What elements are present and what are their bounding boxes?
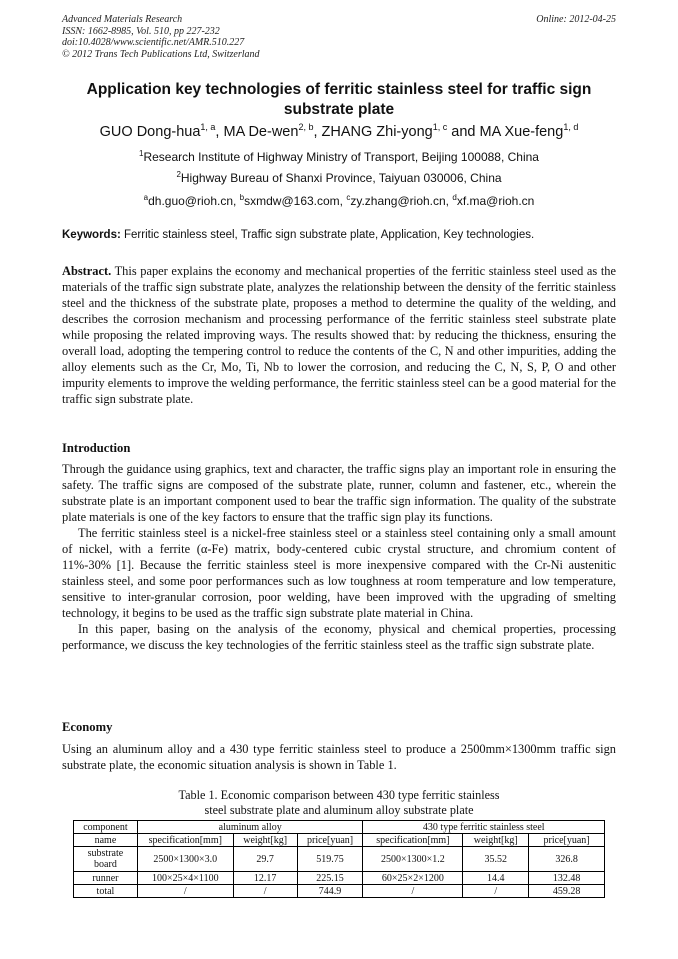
table-header-cell: weight[kg] <box>233 834 297 847</box>
author-affiliation-mark: 1, c <box>432 122 448 133</box>
table-header-cell: specification[mm] <box>137 834 233 847</box>
table-cell: / <box>363 885 463 898</box>
table-cell: 225.15 <box>297 872 363 885</box>
table-cell: 14.4 <box>463 872 529 885</box>
table-header-cell: weight[kg] <box>463 834 529 847</box>
issn-line: ISSN: 1662-8985, Vol. 510, pp 227-232 <box>62 25 220 37</box>
email-link[interactable]: dh.guo@rioh.cn, <box>148 194 240 208</box>
paragraph: In this paper, basing on the analysis of the economy, physical and chemical properties, processing performance, we discuss the key technologies of the ferritic stainless steel as the traffic sign substrate plate. <box>62 622 616 652</box>
paper-title <box>62 80 616 120</box>
table-cell: 12.17 <box>233 872 297 885</box>
table-cell: substrate board <box>74 847 138 872</box>
keywords <box>62 228 616 242</box>
author-list <box>62 122 616 142</box>
economy-body <box>62 741 616 773</box>
email-mark: d <box>452 193 457 202</box>
email-link[interactable]: zy.zhang@rioh.cn, <box>350 194 453 208</box>
table-cell: 519.75 <box>297 847 363 872</box>
affiliation-mark: 1 <box>139 149 144 158</box>
table-row <box>74 885 605 898</box>
copyright-line: © 2012 Trans Tech Publications Ltd, Switzerland <box>62 48 260 60</box>
online-date: Online: 2012-04-25 <box>536 14 616 25</box>
table-header-cell: name <box>74 834 138 847</box>
affiliation-1 <box>62 150 616 164</box>
affiliation-text: Research Institute of Highway Ministry of Transport, Beijing 100088, China <box>143 150 539 164</box>
author-name: GUO Dong-hua <box>99 124 201 140</box>
table-header-cell: price[yuan] <box>297 834 363 847</box>
abstract-label: Abstract. <box>62 264 112 278</box>
table-cell: 35.52 <box>463 847 529 872</box>
table-header-cell: price[yuan] <box>529 834 605 847</box>
introduction-body <box>62 461 616 653</box>
email-mark: a <box>143 193 149 202</box>
table-cell: 132.48 <box>529 872 605 885</box>
abstract <box>62 263 616 407</box>
title-line-2: substrate plate <box>283 101 395 118</box>
table-caption-line-1: Table 1. Economic comparison between 430 type ferritic stainless <box>178 788 500 802</box>
table-cell: / <box>233 885 297 898</box>
affiliation-mark: 2 <box>176 170 181 179</box>
author-affiliation-mark: 2, b <box>298 122 314 133</box>
journal-name: Advanced Materials Research <box>62 14 183 25</box>
email-list <box>62 194 616 208</box>
table-cell: 326.8 <box>529 847 605 872</box>
doi-line: doi:10.4028/www.scientific.net/AMR.510.227 <box>62 37 245 48</box>
economic-comparison-table <box>73 820 605 898</box>
journal-header <box>62 14 616 60</box>
author-name: ZHANG Zhi-yong <box>321 124 433 140</box>
keywords-label: Keywords: <box>62 229 121 241</box>
table-cell: 60×25×2×1200 <box>363 872 463 885</box>
paragraph: The ferritic stainless steel is a nickel-free stainless steel or a stainless steel containing only a small amount of nickel, with a ferrite (α-Fe) matrix, body-centered cubic crystal structure, and chromium content of 11%-30% [1]. Because the ferritic stainless steel is more inexpensive compared with the Cr-Ni austenitic stainless steel, and some poor performances such as low toughness at room temperature and low temperature, sensitive to inter-granular corrosion, poor welding, have been improved with the upgrading of smelting technology, it begins to be used as the traffic sign substrate plate material in China. <box>62 526 616 620</box>
affiliation-text: Highway Bureau of Shanxi Province, Taiyuan 030006, China <box>180 171 502 185</box>
table-row <box>74 872 605 885</box>
title-line-1: Application key technologies of ferritic stainless steel for traffic sign <box>86 81 592 98</box>
table-cell: runner <box>74 872 138 885</box>
introduction-heading: Introduction <box>62 441 131 455</box>
economy-heading: Economy <box>62 720 113 734</box>
table-group-header: 430 type ferritic stainless steel <box>363 821 605 834</box>
table-group-header: aluminum alloy <box>137 821 363 834</box>
table-subheader-row <box>74 834 605 847</box>
table-caption-line-2: steel substrate plate and aluminum alloy substrate plate <box>204 802 474 817</box>
author-separator: , <box>215 124 224 140</box>
author-separator: and <box>447 124 480 140</box>
paragraph: Through the guidance using graphics, text and character, the traffic signs play an important role in ensuring the safety. The traffic signs are composed of the substrate plate, runner, column and fastener, etc., wherein the substrate plate is an important component used to bear the traffic sign information. The quality of the substrate plate materials is one of the key factors to ensure that the traffic sign play its functions. <box>62 462 616 524</box>
table-header-cell: specification[mm] <box>363 834 463 847</box>
email-mark: c <box>346 193 351 202</box>
table-header-row <box>74 821 605 834</box>
author-name: MA De-wen <box>223 124 299 140</box>
table-cell: 459.28 <box>529 885 605 898</box>
table-cell: 744.9 <box>297 885 363 898</box>
email-mark: b <box>239 193 245 202</box>
keywords-text: Ferritic stainless steel, Traffic sign substrate plate, Application, Key technologies. <box>124 229 535 241</box>
email-link[interactable]: sxmdw@163.com, <box>244 194 347 208</box>
table-cell: 2500×1300×3.0 <box>137 847 233 872</box>
affiliation-2 <box>62 171 616 185</box>
abstract-text: This paper explains the economy and mechanical properties of the ferritic stainless steel used as the materials of the traffic sign substrate plate, analyzes the relationship between the density of the ferritic stainless steel and the thickness of the substrate plate, proposes a method to determine the quality of the welding, and describes the corrosion mechanism and processing performance of the ferritic stainless steel substrate plate while proposing the related improving ways. The results showed that: by reducing the thickness, ensuring the overall load, adopting the tempering control to reduce the contents of the C, N and other impurities, adding the alloy elements such as the Cr, Mo, Ti, Nb to lower the corrosion, and reducing the C, N, S, P, O and other impurity elements to improve the welding performance, the ferritic stainless steel can be a good material for the traffic sign substrate plate. <box>62 264 617 406</box>
author-name: MA Xue-feng <box>479 124 564 140</box>
email-link[interactable]: xf.ma@rioh.cn <box>456 194 535 208</box>
table-caption <box>62 788 616 817</box>
table-cell: 2500×1300×1.2 <box>363 847 463 872</box>
table-cell: total <box>74 885 138 898</box>
table-cell: / <box>137 885 233 898</box>
table-cell: 100×25×4×1100 <box>137 872 233 885</box>
author-affiliation-mark: 1, d <box>563 122 579 133</box>
author-affiliation-mark: 1, a <box>200 122 216 133</box>
author-separator: , <box>313 124 322 140</box>
table-header-cell: component <box>74 821 138 834</box>
table-cell: / <box>463 885 529 898</box>
paragraph: Using an aluminum alloy and a 430 type ferritic stainless steel to produce a 2500mm×1300mm traffic sign substrate plate, the economic situation analysis is shown in Table 1. <box>62 742 616 772</box>
table-cell: 29.7 <box>233 847 297 872</box>
table-row <box>74 847 605 872</box>
